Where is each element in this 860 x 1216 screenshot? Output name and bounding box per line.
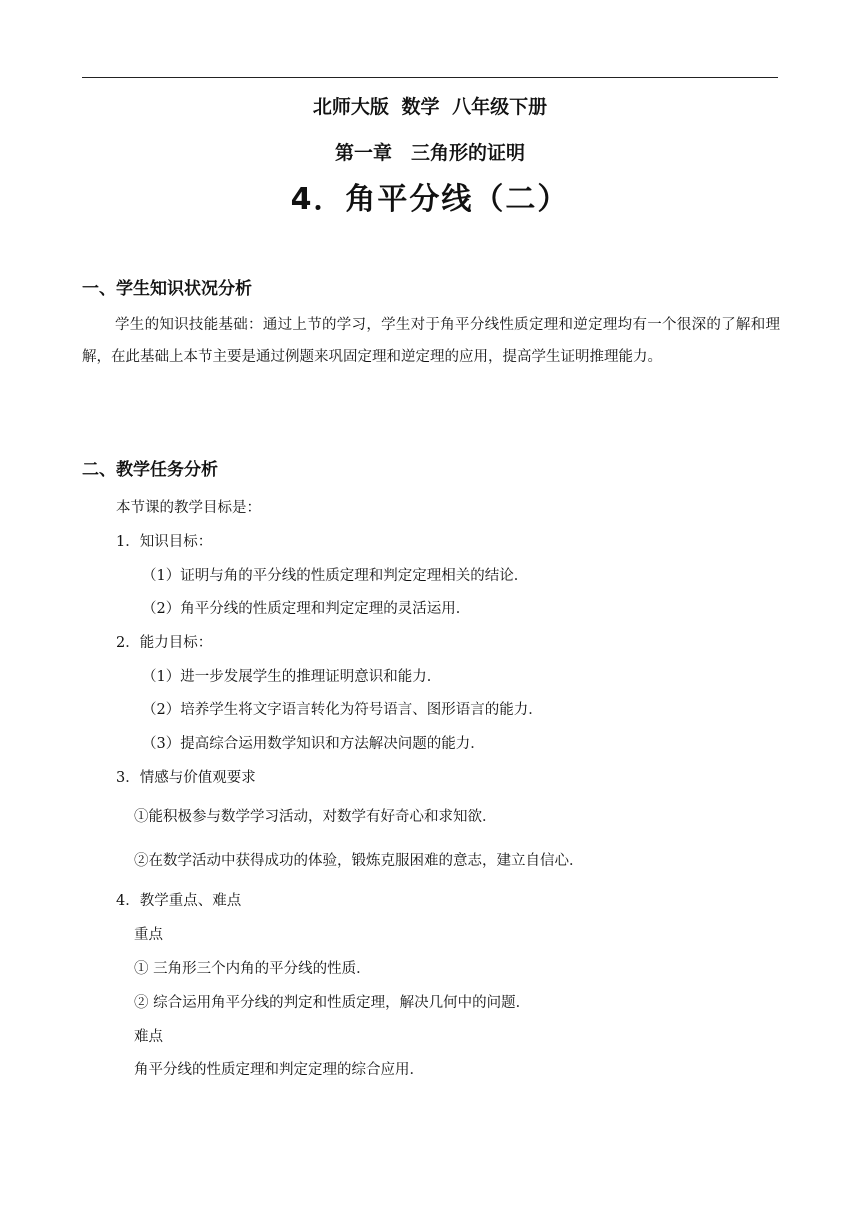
objectives-intro: 本节课的教学目标是： — [116, 500, 261, 516]
emotion-goals-label: 3．情感与价值观要求 — [116, 770, 256, 786]
ability-goal-item: （3）提高综合运用数学知识和方法解决问题的能力． — [142, 736, 485, 752]
header-rule — [82, 77, 778, 78]
knowledge-goal-item: （1）证明与角的平分线的性质定理和判定定理相关的结论． — [142, 568, 529, 584]
focus-label: 重点 — [134, 927, 163, 943]
section2-heading: 二、教学任务分析 — [82, 460, 218, 480]
section1-paragraph: 学生的知识技能基础：通过上节的学习，学生对于角平分线性质定理和逆定理均有一个很深的了解和理解，在此基础上本节主要是通过例题来巩固定理和逆定理的应用，提高学生证明推理能力。 — [82, 317, 780, 365]
lesson-title: 4．角平分线（二） — [290, 182, 570, 217]
focus-item: ① 三角形三个内角的平分线的性质． — [134, 961, 371, 977]
section1-heading: 一、学生知识状况分析 — [82, 279, 252, 299]
ability-goal-item: （2）培养学生将文字语言转化为符号语言、图形语言的能力． — [142, 702, 543, 718]
chapter-title: 第一章 三角形的证明 — [334, 142, 525, 164]
difficulty-label: 难点 — [134, 1029, 163, 1045]
emotion-goal-item: ②在数学活动中获得成功的体验，锻炼克服困难的意志，建立自信心． — [134, 853, 584, 869]
knowledge-goals-label: 1．知识目标： — [116, 534, 213, 550]
emotion-goal-item: ①能积极参与数学学习活动，对数学有好奇心和求知欲． — [134, 809, 497, 825]
ability-goals-label: 2．能力目标： — [116, 635, 213, 651]
difficulty-text: 角平分线的性质定理和判定定理的综合应用． — [134, 1062, 424, 1078]
focus-item: ② 综合运用角平分线的判定和性质定理，解决几何中的问题． — [134, 995, 531, 1011]
subject-line: 北师大版 数学 八年级下册 — [312, 96, 548, 118]
key-points-label: 4．教学重点、难点 — [116, 893, 242, 909]
knowledge-goal-item: （2）角平分线的性质定理和判定定理的灵活运用． — [142, 601, 471, 617]
ability-goal-item: （1）进一步发展学生的推理证明意识和能力． — [142, 669, 442, 685]
